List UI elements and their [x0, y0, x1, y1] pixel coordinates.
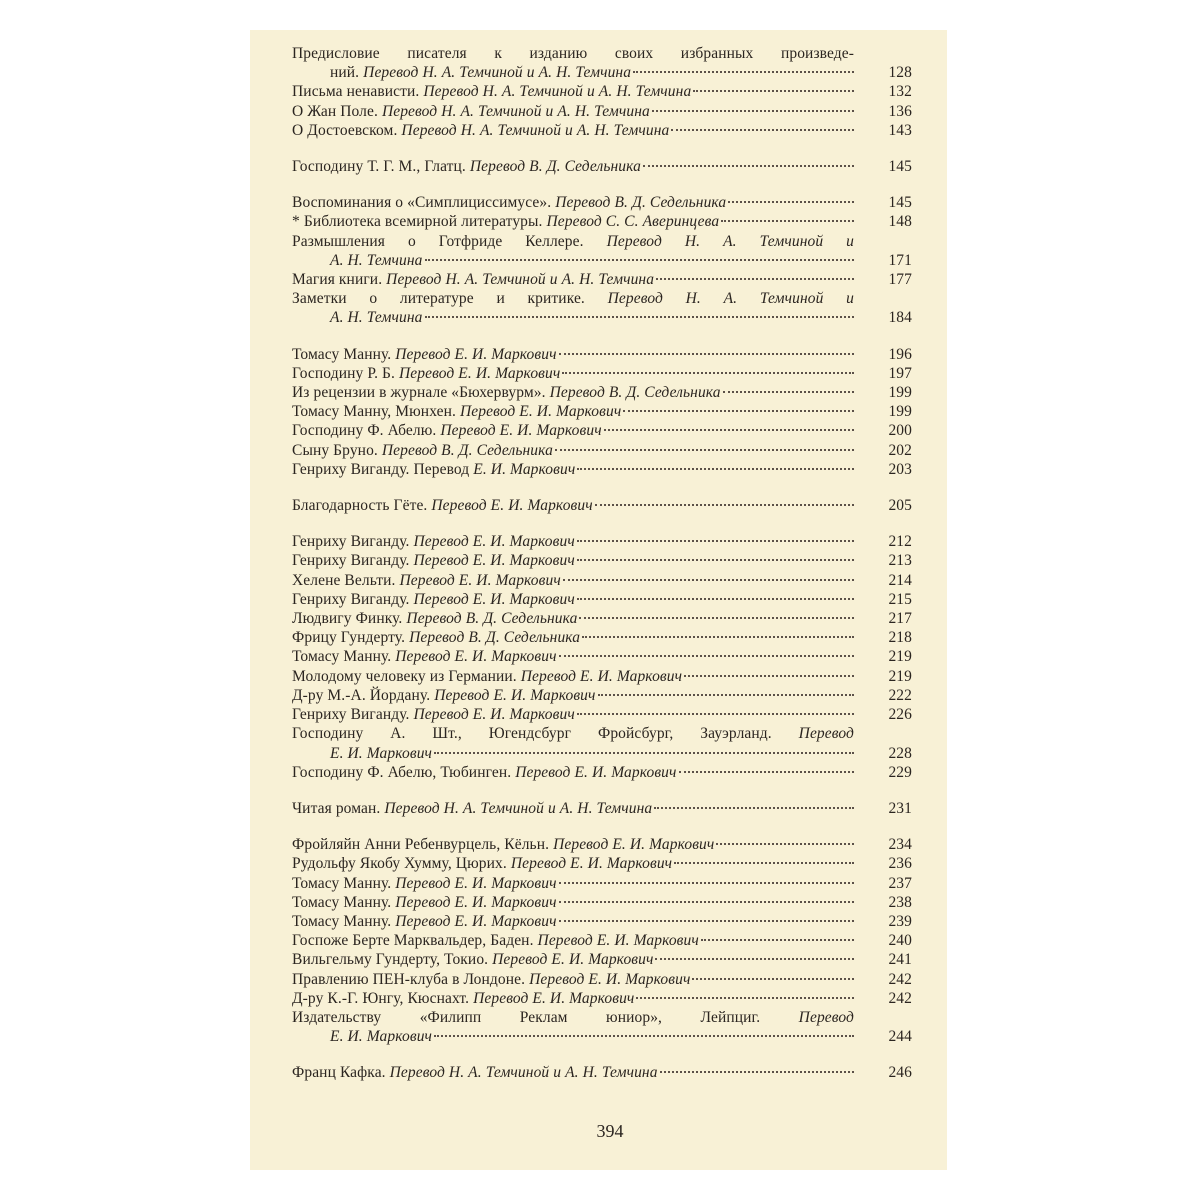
- entry-title: Письма ненависти.: [292, 83, 420, 101]
- entry-page-number: 171: [888, 251, 912, 269]
- leader-dots: [656, 278, 854, 280]
- toc-entry: [292, 289, 912, 327]
- leader-dots: [654, 807, 854, 809]
- toc-group: [292, 835, 912, 1046]
- leader-dots: [555, 449, 854, 451]
- toc-entry: [292, 686, 912, 705]
- leader-dots: [692, 978, 854, 980]
- entry-translator: Перевод Е. И. Маркович: [413, 706, 575, 724]
- toc-entry: [292, 82, 912, 101]
- entry-translator: Е. И. Маркович: [330, 744, 433, 762]
- entry-translator: Е. И. Маркович: [330, 1028, 433, 1046]
- leader-dots: [559, 901, 854, 903]
- entry-title: Генриху Виганду. Перевод: [292, 460, 470, 478]
- toc-entry: [292, 835, 912, 854]
- entry-title: Заметки о литературе и критике.: [292, 290, 585, 308]
- entry-page-number: 184: [888, 309, 912, 327]
- toc-entry: [292, 551, 912, 570]
- leader-dots: [716, 843, 854, 845]
- entry-title: * Библиотека всемирной литературы.: [292, 213, 543, 231]
- leader-dots: [643, 165, 854, 167]
- toc-entry: [292, 364, 912, 383]
- entry-translator: Перевод Е. И. Маркович: [431, 497, 593, 515]
- toc-entry: [292, 157, 912, 176]
- entry-translator: Перевод В. Д. Седельника: [555, 194, 727, 212]
- entry-title: Фройляйн Анни Ребенвурцель, Кёльн.: [292, 836, 550, 854]
- entry-translator: Перевод Н. А. Темчиной и А. Н. Темчина: [401, 121, 670, 139]
- entry-title: Из рецензии в журнале «Бюхервурм».: [292, 384, 546, 402]
- toc-entry: [292, 345, 912, 364]
- entry-page-number: 244: [888, 1028, 912, 1046]
- entry-title: Людвигу Финку.: [292, 610, 403, 628]
- entry-page-number: 205: [888, 497, 912, 515]
- entry-title: Фрицу Гундерту.: [292, 629, 406, 647]
- toc-group: [292, 799, 912, 818]
- entry-title: Д-ру М.-А. Йордану.: [292, 686, 431, 704]
- entry-page-number: 240: [888, 932, 912, 950]
- entry-page-number: 199: [888, 384, 912, 402]
- leader-dots: [595, 504, 854, 506]
- entry-title: Воспоминания о «Симплициссимусе».: [292, 194, 552, 212]
- entry-page-number: 143: [888, 121, 912, 139]
- toc-entry: [292, 44, 912, 82]
- entry-title: Господину Т. Г. М., Глатц.: [292, 158, 466, 176]
- toc-entry: [292, 232, 912, 270]
- entry-title: Размышления о Готфриде Келлере.: [292, 232, 584, 250]
- entry-title: Благодарность Гёте.: [292, 497, 428, 515]
- entry-title: Сыну Бруно.: [292, 441, 378, 459]
- toc-entry: [292, 874, 912, 893]
- entry-translator: Перевод Н. А. Темчиной и: [607, 290, 854, 308]
- entry-translator: Перевод Е. И. Маркович: [399, 571, 561, 589]
- leader-dots: [582, 636, 854, 638]
- toc-entry: [292, 609, 912, 628]
- toc-entry: [292, 496, 912, 515]
- entry-translator: Перевод Н. А. Темчиной и А. Н. Темчина: [389, 1064, 658, 1082]
- entry-title: Господину Ф. Абелю, Тюбинген.: [292, 763, 512, 781]
- entry-page-number: 228: [888, 744, 912, 762]
- leader-dots: [559, 353, 854, 355]
- leader-dots: [660, 1071, 854, 1073]
- entry-translator: Перевод: [798, 1008, 854, 1026]
- entry-translator: Перевод Е. И. Маркович: [460, 403, 622, 421]
- leader-dots: [636, 997, 854, 999]
- entry-title: Генриху Виганду.: [292, 706, 410, 724]
- entry-page-number: 177: [888, 271, 912, 289]
- toc-group: [292, 496, 912, 515]
- entry-page-number: 197: [888, 364, 912, 382]
- entry-translator: Перевод Н. А. Темчиной и: [606, 232, 854, 250]
- toc-entry: [292, 647, 912, 666]
- leader-dots: [577, 559, 854, 561]
- entry-title: Томасу Манну.: [292, 912, 392, 930]
- entry-translator: Перевод Е. И. Маркович: [395, 345, 557, 363]
- entry-page-number: 214: [888, 571, 912, 589]
- leader-dots: [652, 110, 854, 112]
- entry-translator: Перевод В. Д. Седельника: [381, 441, 553, 459]
- entry-translator: Перевод Е. И. Маркович: [395, 912, 557, 930]
- entry-title: Генриху Виганду.: [292, 533, 410, 551]
- leader-dots: [679, 771, 854, 773]
- entry-page-number: 212: [888, 533, 912, 551]
- leader-dots: [559, 882, 854, 884]
- entry-page-number: 213: [888, 552, 912, 570]
- entry-translator: Перевод Е. И. Маркович: [440, 422, 602, 440]
- toc-entry: [292, 799, 912, 818]
- toc-entry: [292, 532, 912, 551]
- leader-dots: [559, 920, 854, 922]
- entry-translator: Перевод Е. И. Маркович: [492, 951, 654, 969]
- leader-dots: [671, 129, 854, 131]
- entry-translator: Перевод Н. А. Темчиной и А. Н. Темчина: [381, 102, 650, 120]
- entry-translator: Перевод Н. А. Темчиной и А. Н. Темчина: [384, 799, 653, 817]
- toc-entry: [292, 1008, 912, 1046]
- entry-translator: Перевод Е. И. Маркович: [515, 763, 677, 781]
- entry-title: Генриху Виганду.: [292, 552, 410, 570]
- entry-page-number: 200: [888, 422, 912, 440]
- entry-translator: Перевод С. С. Аверинцева: [546, 213, 720, 231]
- entry-title: Молодому человеку из Германии.: [292, 667, 517, 685]
- entry-title: Томасу Манну.: [292, 648, 392, 666]
- toc-entry: [292, 854, 912, 873]
- leader-dots: [693, 90, 854, 92]
- entry-translator: А. Н. Темчина: [330, 309, 423, 327]
- entry-title: Читая роман.: [292, 799, 381, 817]
- entry-title: Томасу Манну.: [292, 893, 392, 911]
- toc-entry: [292, 970, 912, 989]
- toc-entry: [292, 590, 912, 609]
- entry-title: Томасу Манну.: [292, 874, 392, 892]
- entry-page-number: 217: [888, 610, 912, 628]
- leader-dots: [604, 429, 854, 431]
- leader-dots: [559, 655, 854, 657]
- entry-page-number: 226: [888, 706, 912, 724]
- entry-title: Д-ру К.-Г. Юнгу, Кюснахт.: [292, 989, 470, 1007]
- entry-title: О Жан Поле.: [292, 102, 378, 120]
- leader-dots: [674, 862, 854, 864]
- entry-title: Предисловие писателя к изданию своих избранных произведе-: [292, 45, 854, 62]
- toc-entry: [292, 270, 912, 289]
- toc-group: [292, 345, 912, 479]
- leader-dots: [728, 201, 854, 203]
- leader-dots: [579, 617, 854, 619]
- entry-title: Рудольфу Якобу Хумму, Цюрих.: [292, 855, 507, 873]
- leader-dots: [562, 372, 854, 374]
- entry-page-number: 145: [888, 158, 912, 176]
- leader-dots: [623, 410, 854, 412]
- entry-page-number: 148: [888, 213, 912, 231]
- entry-translator: Перевод В. Д. Седельника: [469, 158, 641, 176]
- leader-dots: [701, 939, 854, 941]
- entry-page-number: 203: [888, 460, 912, 478]
- toc-entry: [292, 763, 912, 782]
- entry-translator: Перевод Е. И. Маркович: [529, 970, 691, 988]
- entry-title: О Достоевском.: [292, 121, 398, 139]
- entry-page-number: 132: [888, 83, 912, 101]
- toc-entry: [292, 893, 912, 912]
- toc-entry: [292, 121, 912, 140]
- toc-entry: [292, 402, 912, 421]
- table-of-contents: [292, 44, 912, 1100]
- entry-page-number: 234: [888, 836, 912, 854]
- entry-title: Правлению ПЕН-клуба в Лондоне.: [292, 970, 526, 988]
- entry-translator: Перевод В. Д. Седельника: [549, 384, 721, 402]
- entry-title: Госпоже Берте Марквальдер, Баден.: [292, 932, 534, 950]
- leader-dots: [723, 391, 854, 393]
- leader-dots: [425, 316, 855, 318]
- toc-entry: [292, 571, 912, 590]
- leader-dots: [425, 259, 855, 261]
- entry-page-number: 222: [888, 686, 912, 704]
- entry-translator: Перевод Е. И. Маркович: [395, 648, 557, 666]
- entry-title: Магия книги.: [292, 271, 383, 289]
- entry-title: Издательству «Филипп Реклам юниор», Лейпциг.: [292, 1008, 761, 1026]
- entry-page-number: 246: [888, 1064, 912, 1082]
- entry-page-number: 229: [888, 763, 912, 781]
- toc-entry: [292, 705, 912, 724]
- entry-translator: Перевод Е. И. Маркович: [399, 364, 561, 382]
- toc-entry: [292, 667, 912, 686]
- entry-title: Генриху Виганду.: [292, 590, 410, 608]
- leader-dots: [598, 694, 854, 696]
- entry-page-number: 239: [888, 912, 912, 930]
- entry-title: Томасу Манну, Мюнхен.: [292, 403, 457, 421]
- entry-page-number: 237: [888, 874, 912, 892]
- leader-dots: [563, 579, 854, 581]
- entry-translator: А. Н. Темчина: [330, 251, 423, 269]
- entry-translator: Перевод Е. И. Маркович: [434, 686, 596, 704]
- entry-translator: Перевод: [798, 725, 854, 743]
- entry-translator: Перевод Е. И. Маркович: [537, 932, 699, 950]
- entry-page-number: 196: [888, 345, 912, 363]
- leader-dots: [577, 540, 854, 542]
- entry-page-number: 231: [888, 799, 912, 817]
- entry-translator: Перевод Н. А. Темчиной и А. Н. Темчина: [363, 64, 632, 82]
- entry-page-number: 128: [888, 64, 912, 82]
- entry-title: Вильгельму Гундерту, Токио.: [292, 951, 489, 969]
- toc-entry: [292, 1063, 912, 1082]
- toc-group: [292, 532, 912, 782]
- leader-dots: [633, 71, 854, 73]
- entry-translator: Перевод Е. И. Маркович: [510, 855, 673, 873]
- entry-translator: Перевод Е. И. Маркович: [413, 590, 575, 608]
- toc-group: [292, 193, 912, 327]
- toc-group: [292, 44, 912, 140]
- entry-page-number: 136: [888, 102, 912, 120]
- entry-page-number: 219: [888, 667, 912, 685]
- leader-dots: [721, 220, 854, 222]
- entry-translator: Е. И. Маркович: [473, 460, 576, 478]
- toc-group: [292, 1063, 912, 1082]
- toc-entry: [292, 421, 912, 440]
- toc-entry: [292, 950, 912, 969]
- entry-title: Хелене Вельти.: [292, 571, 396, 589]
- leader-dots: [577, 468, 854, 470]
- entry-page-number: 145: [888, 194, 912, 212]
- leader-dots: [684, 675, 854, 677]
- toc-entry: [292, 989, 912, 1008]
- entry-title: Господину Р. Б.: [292, 364, 396, 382]
- toc-group: [292, 157, 912, 176]
- leader-dots: [577, 713, 854, 715]
- page-number: 394: [596, 1121, 624, 1141]
- entry-title: Франц Кафка.: [292, 1064, 386, 1082]
- entry-translator: Перевод Н. А. Темчиной и А. Н. Темчина: [386, 271, 655, 289]
- toc-entry: [292, 628, 912, 647]
- entry-title-cont: ний.: [330, 64, 360, 82]
- entry-translator: Перевод Е. И. Маркович: [413, 552, 575, 570]
- toc-entry: [292, 212, 912, 231]
- entry-page-number: 238: [888, 893, 912, 911]
- toc-entry: [292, 931, 912, 950]
- entry-page-number: 219: [888, 648, 912, 666]
- leader-dots: [655, 958, 854, 960]
- leader-dots: [434, 1035, 854, 1037]
- toc-entry: [292, 441, 912, 460]
- entry-translator: Перевод Е. И. Маркович: [473, 989, 635, 1007]
- toc-entry: [292, 193, 912, 212]
- entry-translator: Перевод В. Д. Седельника: [409, 629, 581, 647]
- entry-page-number: 241: [888, 951, 912, 969]
- leader-dots: [434, 752, 854, 754]
- entry-translator: Перевод Н. А. Темчиной и А. Н. Темчина: [423, 83, 692, 101]
- entry-translator: Перевод Е. И. Маркович: [395, 893, 557, 911]
- entry-translator: Перевод Е. И. Маркович: [395, 874, 557, 892]
- entry-page-number: 218: [888, 629, 912, 647]
- entry-translator: Перевод В. Д. Седельника: [406, 610, 578, 628]
- entry-page-number: 199: [888, 403, 912, 421]
- toc-entry: [292, 724, 912, 762]
- entry-page-number: 202: [888, 441, 912, 459]
- toc-entry: [292, 460, 912, 479]
- leader-dots: [577, 598, 854, 600]
- entry-page-number: 215: [888, 590, 912, 608]
- entry-title: Господину А. Шт., Югендсбург Фройсбург, Зауэрланд.: [292, 725, 772, 743]
- toc-entry: [292, 102, 912, 121]
- entry-title: Томасу Манну.: [292, 345, 392, 363]
- entry-page-number: 242: [888, 970, 912, 988]
- entry-title: Господину Ф. Абелю.: [292, 422, 437, 440]
- entry-page-number: 242: [888, 989, 912, 1007]
- toc-entry: [292, 912, 912, 931]
- entry-translator: Перевод Е. И. Маркович: [413, 533, 575, 551]
- entry-translator: Перевод Е. И. Маркович: [520, 667, 683, 685]
- entry-page-number: 236: [888, 855, 912, 873]
- entry-translator: Перевод Е. И. Маркович: [553, 836, 715, 854]
- toc-entry: [292, 383, 912, 402]
